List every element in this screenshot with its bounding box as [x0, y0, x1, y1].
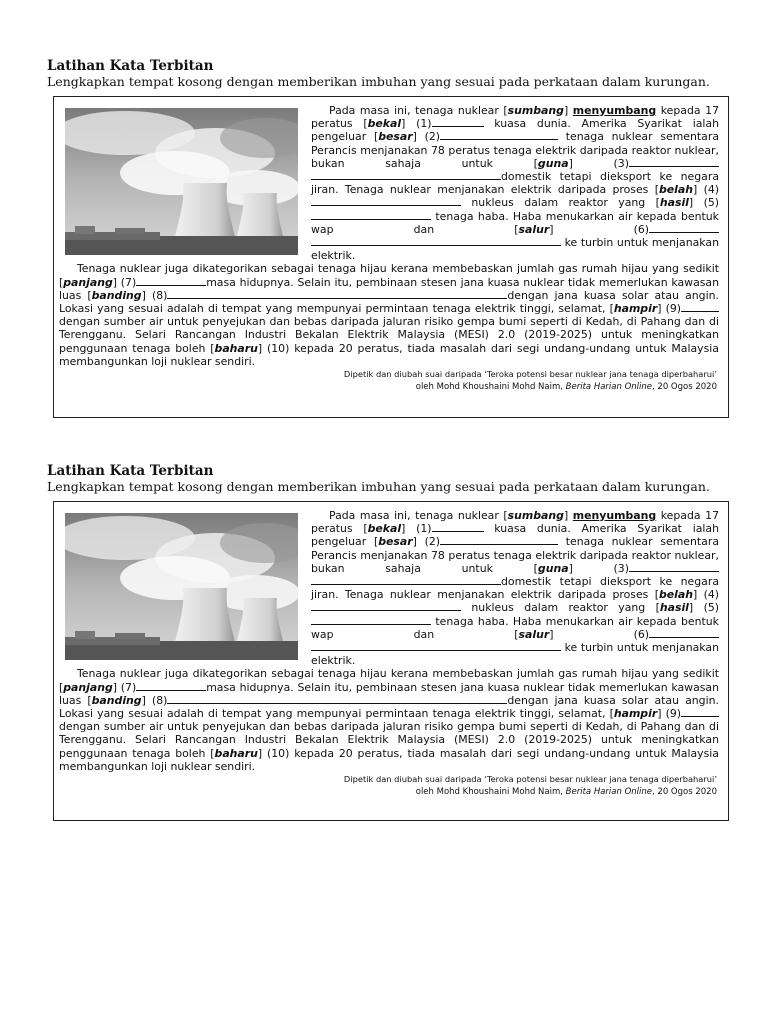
exercise-instruction: Lengkapkan tempat kosong dengan memberikan imbuhan yang sesuai pada perkataan dalam kurungan.: [47, 479, 710, 494]
paragraph-2: [59, 262, 719, 368]
answer-blank-1[interactable]: [432, 117, 484, 127]
root-word: baharu: [214, 746, 258, 760]
answer-blank-8[interactable]: [167, 694, 507, 704]
answer-blank-4[interactable]: [311, 196, 461, 206]
source-credit-line-2: [59, 381, 717, 394]
text: ] (8): [141, 288, 168, 302]
text: domestik tetapi dieksport ke negara jiran. Tenaga nuklear menjanakan elektrik daripada proses [: [311, 575, 719, 602]
source-credit: [59, 773, 717, 799]
root-word: salur: [518, 222, 550, 236]
text: oleh Mohd Khoushaini Mohd Naim,: [415, 787, 566, 798]
answer-blank-4[interactable]: [311, 601, 461, 611]
source-credit-line-2: [59, 786, 717, 799]
root-word: banding: [91, 693, 142, 707]
paragraph-2: [59, 667, 719, 773]
root-word: hasil: [659, 196, 689, 210]
answer-blank-7[interactable]: [136, 681, 206, 691]
root-word: banding: [91, 288, 142, 302]
answer-blank-3-cont[interactable]: [311, 575, 501, 585]
answer-blank-2[interactable]: [440, 130, 558, 140]
text: masa hidupnya. Selain itu, pembinaan stesen jana kuasa nuklear tidak memerlukan kawasan luas [: [59, 275, 719, 302]
answer-blank-9[interactable]: [681, 302, 719, 312]
text: kepada 17 peratus [: [311, 104, 719, 131]
text: masa hidupnya. Selain itu, pembinaan stesen jana kuasa nuklear tidak memerlukan kawasan luas [: [59, 680, 719, 707]
text: ] (7): [112, 680, 137, 694]
root-word: hasil: [659, 601, 689, 615]
text: ] (3): [568, 156, 629, 170]
text: Tenaga nuklear juga dikategorikan sebagai tenaga hijau kerana membebaskan jumlah gas rumah hijau yang sedikit [: [59, 262, 719, 289]
text: nukleus dalam reaktor yang [: [461, 196, 660, 210]
text: ] (6): [549, 222, 650, 236]
text: Pada masa ini, tenaga nuklear [: [329, 509, 508, 522]
text: tenaga nuklear sementara Perancis menjanakan 78 peratus tenaga elektrik daripada reaktor nuklear, bukan sahaja untuk [: [311, 535, 719, 575]
text: ] (1): [401, 117, 432, 131]
answer-blank-1[interactable]: [432, 522, 484, 532]
source-credit: [59, 368, 717, 394]
root-word: panjang: [63, 275, 113, 289]
text: dengan jana kuasa solar atau angin. Lokasi yang sesuai adalah di tempat yang mempunyai permintaan tenaga elektrik tinggi, selamat, [: [59, 288, 719, 316]
text: ]: [563, 104, 573, 117]
text: tenaga haba. Haba menukarkan air kepada bentuk wap dan [: [311, 614, 719, 641]
answer-blank-6[interactable]: [649, 628, 719, 638]
text: tenaga nuklear sementara Perancis menjanakan 78 peratus tenaga elektrik daripada reaktor nuklear, bukan sahaja untuk [: [311, 130, 719, 170]
text: , 20 Ogos 2020: [652, 787, 717, 798]
answer-blank-6-cont[interactable]: [311, 236, 561, 246]
text: ] (10) kepada 20 peratus, tiada masalah dari segi undang-undang untuk Malaysia membangunkan loji nuklear sendiri.: [59, 341, 719, 368]
text: nukleus dalam reaktor yang [: [461, 601, 660, 615]
text: dengan sumber air untuk penyejukan dan bebas daripada jaluran risiko gempa bumi seperti di Kedah, di Pahang dan di Terengganu. Selari Rancangan Industri Bekalan Elektrik Malaysia (MESI) 2.0 (2019-2025) untuk meningkatkan penggunaan tenaga boleh [: [59, 720, 719, 760]
text: ke turbin untuk menjanakan elektrik.: [311, 236, 719, 263]
root-word: salur: [518, 627, 550, 641]
root-word: panjang: [63, 680, 113, 694]
text: , 20 Ogos 2020: [652, 382, 717, 393]
root-word: sumbang: [507, 104, 564, 117]
source-credit-line-1: Dipetik dan diubah suai daripada ‘Teroka potensi besar nuklear jana tenaga diperbaharui’: [343, 774, 717, 785]
passage-text: [59, 509, 719, 799]
text: ] (8): [141, 693, 168, 707]
text: Tenaga nuklear juga dikategorikan sebagai tenaga hijau kerana membebaskan jumlah gas rumah hijau yang sedikit [: [59, 667, 719, 694]
text: ] (9): [657, 302, 681, 316]
answer-blank-6[interactable]: [649, 223, 719, 233]
root-word: guna: [537, 156, 569, 170]
answer-blank-5[interactable]: [311, 210, 431, 220]
source-credit-line-1: Dipetik dan diubah suai daripada ‘Teroka potensi besar nuklear jana tenaga diperbaharui’: [343, 369, 717, 380]
answer-blank-7[interactable]: [136, 276, 206, 286]
text: kuasa dunia. Amerika Syarikat ialah pengeluar [: [311, 117, 719, 144]
root-word: bekal: [367, 522, 402, 536]
root-word: hampir: [613, 302, 658, 316]
text: ] (7): [112, 275, 137, 289]
exercise-heading: Latihan Kata Terbitan: [47, 58, 214, 74]
text: ] (5): [688, 601, 720, 615]
exercise-heading: Latihan Kata Terbitan: [47, 463, 214, 479]
text: ] (1): [401, 522, 432, 536]
passage-text: [59, 104, 719, 394]
text: ]: [563, 509, 573, 522]
text: ] (2): [412, 535, 440, 549]
answer-blank-3-cont[interactable]: [311, 170, 501, 180]
passage-box: [53, 96, 729, 418]
root-word: sumbang: [507, 509, 564, 522]
answer-blank-8[interactable]: [167, 289, 507, 299]
example-answer: menyumbang: [572, 104, 657, 117]
text: domestik tetapi dieksport ke negara jiran. Tenaga nuklear menjanakan elektrik daripada proses [: [311, 170, 719, 197]
text: tenaga haba. Haba menukarkan air kepada bentuk wap dan [: [311, 209, 719, 236]
root-word: hampir: [613, 707, 658, 721]
text: oleh Mohd Khoushaini Mohd Naim,: [415, 382, 566, 393]
text: ] (6): [549, 627, 650, 641]
text: dengan jana kuasa solar atau angin. Lokasi yang sesuai adalah di tempat yang mempunyai permintaan tenaga elektrik tinggi, selamat, [: [59, 693, 719, 721]
root-word: belah: [658, 588, 693, 602]
text: ] (2): [412, 130, 440, 144]
source-name: Berita Harian Online: [565, 787, 653, 798]
text: ] (4): [692, 183, 719, 197]
text: ke turbin untuk menjanakan elektrik.: [311, 641, 719, 668]
text: ] (3): [568, 561, 629, 575]
passage-box: [53, 501, 729, 821]
text: ] (4): [692, 588, 719, 602]
root-word: belah: [658, 183, 693, 197]
answer-blank-6-cont[interactable]: [311, 641, 561, 651]
text: ] (5): [688, 196, 720, 210]
text: kuasa dunia. Amerika Syarikat ialah pengeluar [: [311, 522, 719, 549]
root-word: besar: [378, 130, 413, 144]
source-name: Berita Harian Online: [565, 382, 653, 393]
answer-blank-3[interactable]: [629, 157, 719, 167]
text: ] (10) kepada 20 peratus, tiada masalah dari segi undang-undang untuk Malaysia membangunkan loji nuklear sendiri.: [59, 746, 719, 773]
answer-blank-9[interactable]: [681, 707, 719, 717]
text: dengan sumber air untuk penyejukan dan bebas daripada jaluran risiko gempa bumi seperti di Kedah, di Pahang dan di Terengganu. Selari Rancangan Industri Bekalan Elektrik Malaysia (MESI) 2.0 (2019-2025) untuk meningkatkan penggunaan tenaga boleh [: [59, 315, 719, 355]
exercise-instruction: Lengkapkan tempat kosong dengan memberikan imbuhan yang sesuai pada perkataan dalam kurungan.: [47, 74, 710, 89]
answer-blank-5[interactable]: [311, 615, 431, 625]
text: kepada 17 peratus [: [311, 509, 719, 536]
answer-blank-2[interactable]: [440, 535, 558, 545]
root-word: guna: [537, 561, 569, 575]
example-answer: menyumbang: [572, 509, 657, 522]
text: ] (9): [657, 707, 681, 721]
root-word: besar: [378, 535, 413, 549]
root-word: baharu: [214, 341, 258, 355]
answer-blank-3[interactable]: [629, 562, 719, 572]
root-word: bekal: [367, 117, 402, 131]
text: Pada masa ini, tenaga nuklear [: [329, 104, 508, 117]
